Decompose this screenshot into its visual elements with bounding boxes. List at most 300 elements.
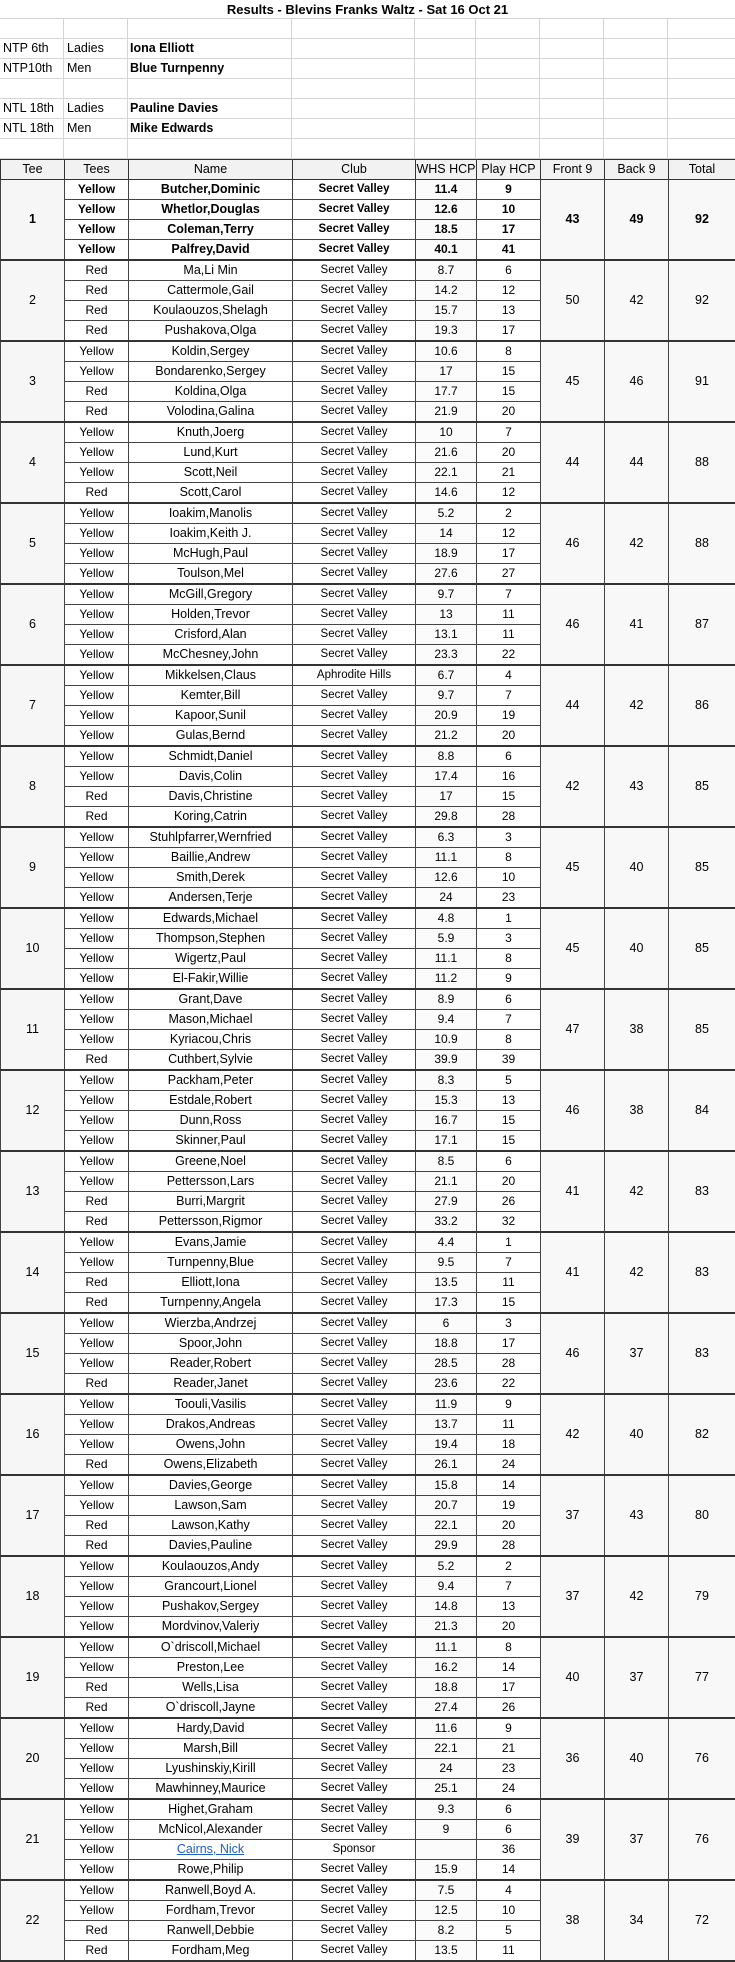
play-hcp-cell: 19 xyxy=(477,706,541,726)
name-cell: Owens,John xyxy=(129,1435,293,1455)
page-title: Results - Blevins Franks Waltz - Sat 16 Oct 21 xyxy=(0,0,735,19)
name-cell: Davis,Christine xyxy=(129,787,293,807)
whs-hcp-cell: 27.9 xyxy=(416,1192,477,1212)
tee-number: 8 xyxy=(1,746,65,827)
blank-cell xyxy=(476,59,540,78)
play-hcp-cell: 1 xyxy=(477,1232,541,1253)
play-hcp-cell: 15 xyxy=(477,1293,541,1314)
blank-cell xyxy=(668,39,735,58)
name-cell: McGill,Gregory xyxy=(129,584,293,605)
whs-hcp-cell: 16.7 xyxy=(416,1111,477,1131)
tees-cell: Yellow xyxy=(65,503,129,524)
play-hcp-cell: 17 xyxy=(477,1678,541,1698)
name-cell: Reader,Janet xyxy=(129,1374,293,1395)
name-cell: Evans,Jamie xyxy=(129,1232,293,1253)
tees-cell: Yellow xyxy=(65,1232,129,1253)
name-cell: Rowe,Philip xyxy=(129,1860,293,1881)
play-hcp-cell: 15 xyxy=(477,1111,541,1131)
name-cell: Pettersson,Rigmor xyxy=(129,1212,293,1233)
blank-cell xyxy=(476,19,540,38)
back-9-cell: 40 xyxy=(605,1394,669,1475)
blank-cell xyxy=(668,99,735,118)
tees-cell: Yellow xyxy=(65,564,129,585)
tees-cell: Yellow xyxy=(65,1556,129,1577)
table-row xyxy=(1,827,735,848)
club-cell: Secret Valley xyxy=(293,1212,416,1233)
name-cell: Baillie,Andrew xyxy=(129,848,293,868)
play-hcp-cell: 15 xyxy=(477,382,541,402)
club-cell: Secret Valley xyxy=(293,1394,416,1415)
name-cell: Mordvinov,Valeriy xyxy=(129,1617,293,1638)
header-row xyxy=(1,160,735,180)
play-hcp-cell: 7 xyxy=(477,686,541,706)
back-9-cell: 43 xyxy=(605,1475,669,1556)
name-cell: Preston,Lee xyxy=(129,1658,293,1678)
club-cell: Secret Valley xyxy=(293,1172,416,1192)
tees-cell: Red xyxy=(65,483,129,504)
whs-hcp-cell: 29.9 xyxy=(416,1536,477,1557)
play-hcp-cell: 32 xyxy=(477,1212,541,1233)
header-tee: Tee xyxy=(1,160,65,180)
play-hcp-cell: 17 xyxy=(477,220,541,240)
back-9-cell: 37 xyxy=(605,1637,669,1718)
total-cell: 83 xyxy=(669,1313,735,1394)
club-cell: Secret Valley xyxy=(293,503,416,524)
name-cell xyxy=(129,1840,293,1860)
tee-number: 11 xyxy=(1,989,65,1070)
tees-cell: Yellow xyxy=(65,1799,129,1820)
name-cell: Ma,Li Min xyxy=(129,260,293,281)
blank-cell xyxy=(476,99,540,118)
header-name: Name xyxy=(129,160,293,180)
tee-number: 13 xyxy=(1,1151,65,1232)
total-cell: 85 xyxy=(669,989,735,1070)
blank-cell xyxy=(128,139,292,158)
total-cell: 92 xyxy=(669,260,735,341)
club-cell: Secret Valley xyxy=(293,1536,416,1557)
play-hcp-cell: 13 xyxy=(477,1597,541,1617)
club-cell: Secret Valley xyxy=(293,524,416,544)
blank-cell xyxy=(668,139,735,158)
name-cell: Cattermole,Gail xyxy=(129,281,293,301)
blank-cell xyxy=(292,99,415,118)
name-cell: Mawhinney,Maurice xyxy=(129,1779,293,1800)
total-cell: 76 xyxy=(669,1799,735,1880)
total-cell: 80 xyxy=(669,1475,735,1556)
back-9-cell: 44 xyxy=(605,422,669,503)
total-cell: 85 xyxy=(669,827,735,908)
play-hcp-cell: 14 xyxy=(477,1475,541,1496)
whs-hcp-cell: 15.7 xyxy=(416,301,477,321)
name-cell: Lund,Kurt xyxy=(129,443,293,463)
back-9-cell: 37 xyxy=(605,1313,669,1394)
play-hcp-cell: 17 xyxy=(477,1334,541,1354)
blank-cell xyxy=(604,19,668,38)
table-row xyxy=(1,1799,735,1820)
whs-hcp-cell: 17.1 xyxy=(416,1131,477,1152)
play-hcp-cell: 11 xyxy=(477,625,541,645)
table-row xyxy=(1,1880,735,1901)
play-hcp-cell: 3 xyxy=(477,1313,541,1334)
header-total: Total xyxy=(669,160,735,180)
whs-hcp-cell xyxy=(416,1840,477,1860)
total-cell: 88 xyxy=(669,503,735,584)
back-9-cell: 38 xyxy=(605,989,669,1070)
tees-cell: Yellow xyxy=(65,1475,129,1496)
tees-cell: Yellow xyxy=(65,1597,129,1617)
whs-hcp-cell: 8.3 xyxy=(416,1070,477,1091)
tees-cell: Yellow xyxy=(65,989,129,1010)
back-9-cell: 42 xyxy=(605,260,669,341)
nearest-code: NTP 6th xyxy=(0,39,64,58)
total-cell: 72 xyxy=(669,1880,735,1961)
tees-cell: Yellow xyxy=(65,929,129,949)
play-hcp-cell: 12 xyxy=(477,483,541,504)
whs-hcp-cell: 17 xyxy=(416,787,477,807)
whs-hcp-cell: 21.6 xyxy=(416,443,477,463)
total-cell: 88 xyxy=(669,422,735,503)
name-cell: Stuhlpfarrer,Wernfried xyxy=(129,827,293,848)
header-front-9: Front 9 xyxy=(541,160,605,180)
tees-cell: Yellow xyxy=(65,1658,129,1678)
tees-cell: Yellow xyxy=(65,1901,129,1921)
blank-cell xyxy=(540,19,604,38)
name-cell: Dunn,Ross xyxy=(129,1111,293,1131)
club-cell: Secret Valley xyxy=(293,989,416,1010)
whs-hcp-cell: 6.3 xyxy=(416,827,477,848)
player-link[interactable]: Cairns, Nick xyxy=(177,1842,244,1856)
total-cell: 91 xyxy=(669,341,735,422)
whs-hcp-cell: 9 xyxy=(416,1820,477,1840)
blank-row xyxy=(0,19,735,39)
whs-hcp-cell: 11.1 xyxy=(416,949,477,969)
name-cell: Mikkelsen,Claus xyxy=(129,665,293,686)
play-hcp-cell: 10 xyxy=(477,200,541,220)
whs-hcp-cell: 13.7 xyxy=(416,1415,477,1435)
play-hcp-cell: 11 xyxy=(477,1941,541,1962)
name-cell: Reader,Robert xyxy=(129,1354,293,1374)
play-hcp-cell: 20 xyxy=(477,726,541,747)
whs-hcp-cell: 21.2 xyxy=(416,726,477,747)
name-cell: McNicol,Alexander xyxy=(129,1820,293,1840)
play-hcp-cell: 36 xyxy=(477,1840,541,1860)
back-9-cell: 42 xyxy=(605,1556,669,1637)
club-cell: Secret Valley xyxy=(293,1192,416,1212)
tee-number: 4 xyxy=(1,422,65,503)
nearest-row xyxy=(0,119,735,139)
whs-hcp-cell: 4.8 xyxy=(416,908,477,929)
name-cell: Burri,Margrit xyxy=(129,1192,293,1212)
name-cell: Palfrey,David xyxy=(129,240,293,261)
name-cell: El-Fakir,Willie xyxy=(129,969,293,990)
play-hcp-cell: 23 xyxy=(477,888,541,909)
whs-hcp-cell: 21.9 xyxy=(416,402,477,423)
club-cell: Secret Valley xyxy=(293,1718,416,1739)
tees-cell: Yellow xyxy=(65,422,129,443)
tees-cell: Yellow xyxy=(65,746,129,767)
table-row xyxy=(1,503,735,524)
tees-cell: Red xyxy=(65,321,129,342)
front-9-cell: 46 xyxy=(541,503,605,584)
play-hcp-cell: 6 xyxy=(477,1820,541,1840)
club-cell: Secret Valley xyxy=(293,645,416,666)
club-cell: Secret Valley xyxy=(293,1151,416,1172)
tees-cell: Yellow xyxy=(65,1759,129,1779)
name-cell: Toouli,Vasilis xyxy=(129,1394,293,1415)
tees-cell: Yellow xyxy=(65,1739,129,1759)
name-cell: Hardy,David xyxy=(129,1718,293,1739)
club-cell: Secret Valley xyxy=(293,564,416,585)
club-cell: Secret Valley xyxy=(293,1455,416,1476)
nearest-category: Men xyxy=(64,59,128,78)
tees-cell: Red xyxy=(65,1536,129,1557)
whs-hcp-cell: 26.1 xyxy=(416,1455,477,1476)
tee-number: 21 xyxy=(1,1799,65,1880)
play-hcp-cell: 20 xyxy=(477,1617,541,1638)
front-9-cell: 47 xyxy=(541,989,605,1070)
name-cell: Whetlor,Douglas xyxy=(129,200,293,220)
whs-hcp-cell: 17 xyxy=(416,362,477,382)
blank-cell xyxy=(604,99,668,118)
tees-cell: Yellow xyxy=(65,544,129,564)
tees-cell: Red xyxy=(65,1374,129,1395)
club-cell: Secret Valley xyxy=(293,1658,416,1678)
blank-cell xyxy=(292,139,415,158)
club-cell: Secret Valley xyxy=(293,1475,416,1496)
play-hcp-cell: 7 xyxy=(477,1010,541,1030)
table-row xyxy=(1,1718,735,1739)
name-cell: Wells,Lisa xyxy=(129,1678,293,1698)
total-cell: 83 xyxy=(669,1151,735,1232)
tees-cell: Yellow xyxy=(65,726,129,747)
club-cell: Secret Valley xyxy=(293,1435,416,1455)
club-cell: Secret Valley xyxy=(293,422,416,443)
whs-hcp-cell: 18.5 xyxy=(416,220,477,240)
table-row xyxy=(1,746,735,767)
play-hcp-cell: 9 xyxy=(477,1718,541,1739)
front-9-cell: 44 xyxy=(541,422,605,503)
tees-cell: Yellow xyxy=(65,1637,129,1658)
play-hcp-cell: 11 xyxy=(477,605,541,625)
tees-cell: Yellow xyxy=(65,1415,129,1435)
club-cell: Secret Valley xyxy=(293,1253,416,1273)
play-hcp-cell: 4 xyxy=(477,665,541,686)
play-hcp-cell: 2 xyxy=(477,1556,541,1577)
back-9-cell: 40 xyxy=(605,908,669,989)
tees-cell: Yellow xyxy=(65,1313,129,1334)
name-cell: Crisford,Alan xyxy=(129,625,293,645)
tees-cell: Red xyxy=(65,1455,129,1476)
club-cell: Secret Valley xyxy=(293,220,416,240)
whs-hcp-cell: 28.5 xyxy=(416,1354,477,1374)
tee-number: 20 xyxy=(1,1718,65,1799)
whs-hcp-cell: 8.2 xyxy=(416,1921,477,1941)
table-row xyxy=(1,422,735,443)
blank-cell xyxy=(668,79,735,98)
tees-cell: Yellow xyxy=(65,686,129,706)
name-cell: Koldin,Sergey xyxy=(129,341,293,362)
tees-cell: Yellow xyxy=(65,1820,129,1840)
play-hcp-cell: 10 xyxy=(477,868,541,888)
whs-hcp-cell: 19.4 xyxy=(416,1435,477,1455)
name-cell: Skinner,Paul xyxy=(129,1131,293,1152)
tees-cell: Yellow xyxy=(65,625,129,645)
back-9-cell: 43 xyxy=(605,746,669,827)
total-cell: 85 xyxy=(669,746,735,827)
tee-number: 1 xyxy=(1,180,65,261)
name-cell: Estdale,Robert xyxy=(129,1091,293,1111)
whs-hcp-cell: 9.3 xyxy=(416,1799,477,1820)
name-cell: O`driscoll,Michael xyxy=(129,1637,293,1658)
tees-cell: Yellow xyxy=(65,665,129,686)
nearest-row xyxy=(0,99,735,119)
whs-hcp-cell: 20.7 xyxy=(416,1496,477,1516)
club-cell: Secret Valley xyxy=(293,260,416,281)
whs-hcp-cell: 14 xyxy=(416,524,477,544)
header-club: Club xyxy=(293,160,416,180)
nearest-category: Ladies xyxy=(64,39,128,58)
tees-cell: Yellow xyxy=(65,1253,129,1273)
tees-cell: Red xyxy=(65,807,129,828)
club-cell: Aphrodite Hills xyxy=(293,665,416,686)
tees-cell: Yellow xyxy=(65,1091,129,1111)
play-hcp-cell: 8 xyxy=(477,341,541,362)
name-cell: Ranwell,Boyd A. xyxy=(129,1880,293,1901)
tee-number: 17 xyxy=(1,1475,65,1556)
blank-cell xyxy=(128,19,292,38)
play-hcp-cell: 22 xyxy=(477,1374,541,1395)
play-hcp-cell: 13 xyxy=(477,301,541,321)
name-cell: Ioakim,Keith J. xyxy=(129,524,293,544)
name-cell: Wierzba,Andrzej xyxy=(129,1313,293,1334)
front-9-cell: 37 xyxy=(541,1475,605,1556)
tee-number: 5 xyxy=(1,503,65,584)
name-cell: Edwards,Michael xyxy=(129,908,293,929)
name-cell: Davis,Colin xyxy=(129,767,293,787)
tees-cell: Yellow xyxy=(65,1617,129,1638)
whs-hcp-cell: 16.2 xyxy=(416,1658,477,1678)
play-hcp-cell: 41 xyxy=(477,240,541,261)
blank-row xyxy=(0,139,735,159)
nearest-row xyxy=(0,39,735,59)
name-cell: Holden,Trevor xyxy=(129,605,293,625)
whs-hcp-cell: 21.1 xyxy=(416,1172,477,1192)
back-9-cell: 40 xyxy=(605,1718,669,1799)
club-cell: Secret Valley xyxy=(293,767,416,787)
tees-cell: Red xyxy=(65,1698,129,1719)
tees-cell: Yellow xyxy=(65,1354,129,1374)
name-cell: Spoor,John xyxy=(129,1334,293,1354)
play-hcp-cell: 3 xyxy=(477,929,541,949)
whs-hcp-cell: 11.6 xyxy=(416,1718,477,1739)
total-cell: 82 xyxy=(669,1394,735,1475)
play-hcp-cell: 7 xyxy=(477,422,541,443)
play-hcp-cell: 24 xyxy=(477,1779,541,1800)
play-hcp-cell: 6 xyxy=(477,989,541,1010)
total-cell: 79 xyxy=(669,1556,735,1637)
tees-cell: Yellow xyxy=(65,888,129,909)
play-hcp-cell: 15 xyxy=(477,1131,541,1152)
name-cell: Ioakim,Manolis xyxy=(129,503,293,524)
blank-cell xyxy=(292,39,415,58)
club-cell: Secret Valley xyxy=(293,625,416,645)
tees-cell: Red xyxy=(65,402,129,423)
tee-number: 22 xyxy=(1,1880,65,1961)
total-cell: 83 xyxy=(669,1232,735,1313)
whs-hcp-cell: 9.7 xyxy=(416,584,477,605)
club-cell: Secret Valley xyxy=(293,1941,416,1962)
tees-cell: Yellow xyxy=(65,1496,129,1516)
name-cell: Turnpenny,Angela xyxy=(129,1293,293,1314)
club-cell: Secret Valley xyxy=(293,1050,416,1071)
club-cell: Secret Valley xyxy=(293,341,416,362)
front-9-cell: 46 xyxy=(541,584,605,665)
header-whs-hcp: WHS HCP xyxy=(416,160,477,180)
tees-cell: Yellow xyxy=(65,767,129,787)
club-cell: Secret Valley xyxy=(293,463,416,483)
name-cell: Lyushinskiy,Kirill xyxy=(129,1759,293,1779)
name-cell: Greene,Noel xyxy=(129,1151,293,1172)
whs-hcp-cell: 18.8 xyxy=(416,1334,477,1354)
table-row xyxy=(1,1151,735,1172)
blank-cell xyxy=(476,39,540,58)
tees-cell: Red xyxy=(65,260,129,281)
name-cell: Owens,Elizabeth xyxy=(129,1455,293,1476)
front-9-cell: 38 xyxy=(541,1880,605,1961)
club-cell: Secret Valley xyxy=(293,1232,416,1253)
whs-hcp-cell: 8.8 xyxy=(416,746,477,767)
play-hcp-cell: 12 xyxy=(477,524,541,544)
club-cell: Secret Valley xyxy=(293,726,416,747)
front-9-cell: 42 xyxy=(541,746,605,827)
whs-hcp-cell: 14.8 xyxy=(416,1597,477,1617)
blank-cell xyxy=(64,139,128,158)
nearest-category: Ladies xyxy=(64,99,128,118)
name-cell: Toulson,Mel xyxy=(129,564,293,585)
club-cell: Secret Valley xyxy=(293,807,416,828)
whs-hcp-cell: 33.2 xyxy=(416,1212,477,1233)
name-cell: Packham,Peter xyxy=(129,1070,293,1091)
name-cell: Smith,Derek xyxy=(129,868,293,888)
table-row xyxy=(1,1313,735,1334)
name-cell: Fordham,Trevor xyxy=(129,1901,293,1921)
blank-cell xyxy=(415,19,476,38)
play-hcp-cell: 15 xyxy=(477,362,541,382)
tees-cell: Yellow xyxy=(65,1880,129,1901)
tees-cell: Yellow xyxy=(65,605,129,625)
name-cell: Koulaouzos,Shelagh xyxy=(129,301,293,321)
whs-hcp-cell: 8.7 xyxy=(416,260,477,281)
name-cell: Turnpenny,Blue xyxy=(129,1253,293,1273)
club-cell: Secret Valley xyxy=(293,868,416,888)
header-back-9: Back 9 xyxy=(605,160,669,180)
play-hcp-cell: 13 xyxy=(477,1091,541,1111)
whs-hcp-cell: 23.6 xyxy=(416,1374,477,1395)
name-cell: Andersen,Terje xyxy=(129,888,293,909)
whs-hcp-cell: 8.5 xyxy=(416,1151,477,1172)
play-hcp-cell: 26 xyxy=(477,1192,541,1212)
play-hcp-cell: 10 xyxy=(477,1901,541,1921)
play-hcp-cell: 6 xyxy=(477,1799,541,1820)
whs-hcp-cell: 27.6 xyxy=(416,564,477,585)
blank-cell xyxy=(604,79,668,98)
blank-cell xyxy=(668,119,735,138)
play-hcp-cell: 28 xyxy=(477,1536,541,1557)
table-row xyxy=(1,1070,735,1091)
blank-cell xyxy=(292,119,415,138)
club-cell: Secret Valley xyxy=(293,1901,416,1921)
nearest-row xyxy=(0,59,735,79)
